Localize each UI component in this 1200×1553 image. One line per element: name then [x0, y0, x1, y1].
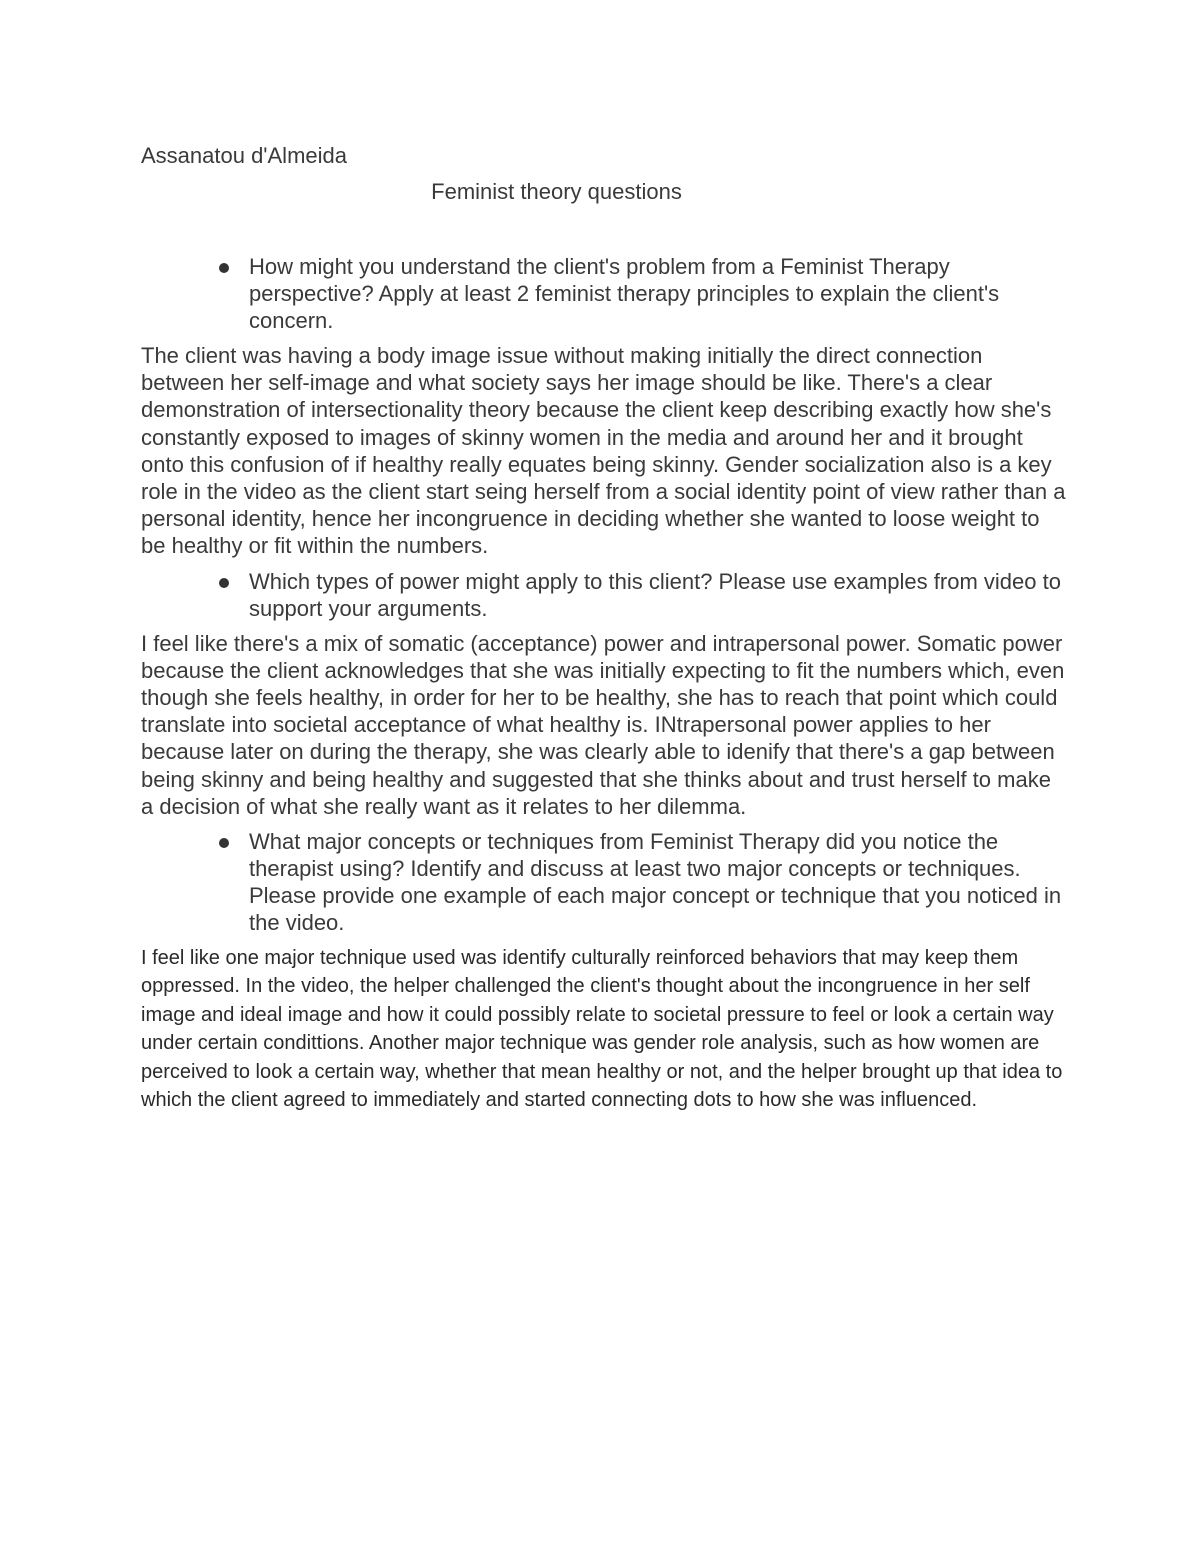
- question-text: What major concepts or techniques from Feminist Therapy did you notice the therapist using? Identify and discuss at least two major concepts or techniques. Please provide one example of each major concept or technique that you noticed in the video.: [249, 829, 1062, 936]
- question-text: How might you understand the client's problem from a Feminist Therapy perspective? Apply at least 2 feminist therapy principles to explain the client's concern.: [249, 254, 1000, 333]
- answer-3: I feel like one major technique used was identify culturally reinforced behaviors that may keep them oppressed. In the video, the helper challenged the client's thought about the incongruence in her self image and ideal image and how it could possibly relate to societal pressure to feel or look a certain way under certain condittions. Another major technique was gender role analysis, such as how women are perceived to look a certain way, whether that mean healthy or not, and the helper brought up that idea to which the client agreed to immediately and started connecting dots to how she was influenced.: [141, 947, 1063, 1112]
- bullet-icon: [219, 578, 229, 588]
- bullet-icon: [219, 838, 229, 848]
- document-body: [141, 253, 1066, 1122]
- answer-1: The client was having a body image issue without making initially the direct connection between her self-image and what society says her image should be like. There's a clear demonstration of intersectionality theory because the client keep describing exactly how she's constantly exposed to images of skinny women in the media and around her and it brought onto this confusion of if healthy really equates being skinny. Gender socialization also is a key role in the video as the client start seing herself from a social identity point of view rather than a personal identity, hence her incongruence in deciding whether she wanted to loose weight to be healthy or fit within the numbers.: [141, 343, 1066, 559]
- question-1: [141, 253, 1066, 334]
- author-name: Assanatou d'Almeida: [141, 143, 347, 168]
- question-2: [141, 568, 1066, 622]
- document-title: Feminist theory questions: [431, 179, 682, 204]
- answer-2: I feel like there's a mix of somatic (acceptance) power and intrapersonal power. Somatic power because the client acknowledges that she was initially expecting to fit the numbers which, even though she feels healthy, in order for her to be healthy, she has to reach that point which could translate into societal acceptance of what healthy is. INtrapersonal power applies to her because later on during the therapy, she was clearly able to idenify that there's a gap between being skinny and being healthy and suggested that she thinks about and trust herself to make a decision of what she really want as it relates to her dilemma.: [141, 630, 1065, 819]
- question-text: Which types of power might apply to this client? Please use examples from video to support your arguments.: [249, 568, 1061, 621]
- question-3: [141, 828, 1066, 936]
- bullet-icon: [219, 263, 229, 273]
